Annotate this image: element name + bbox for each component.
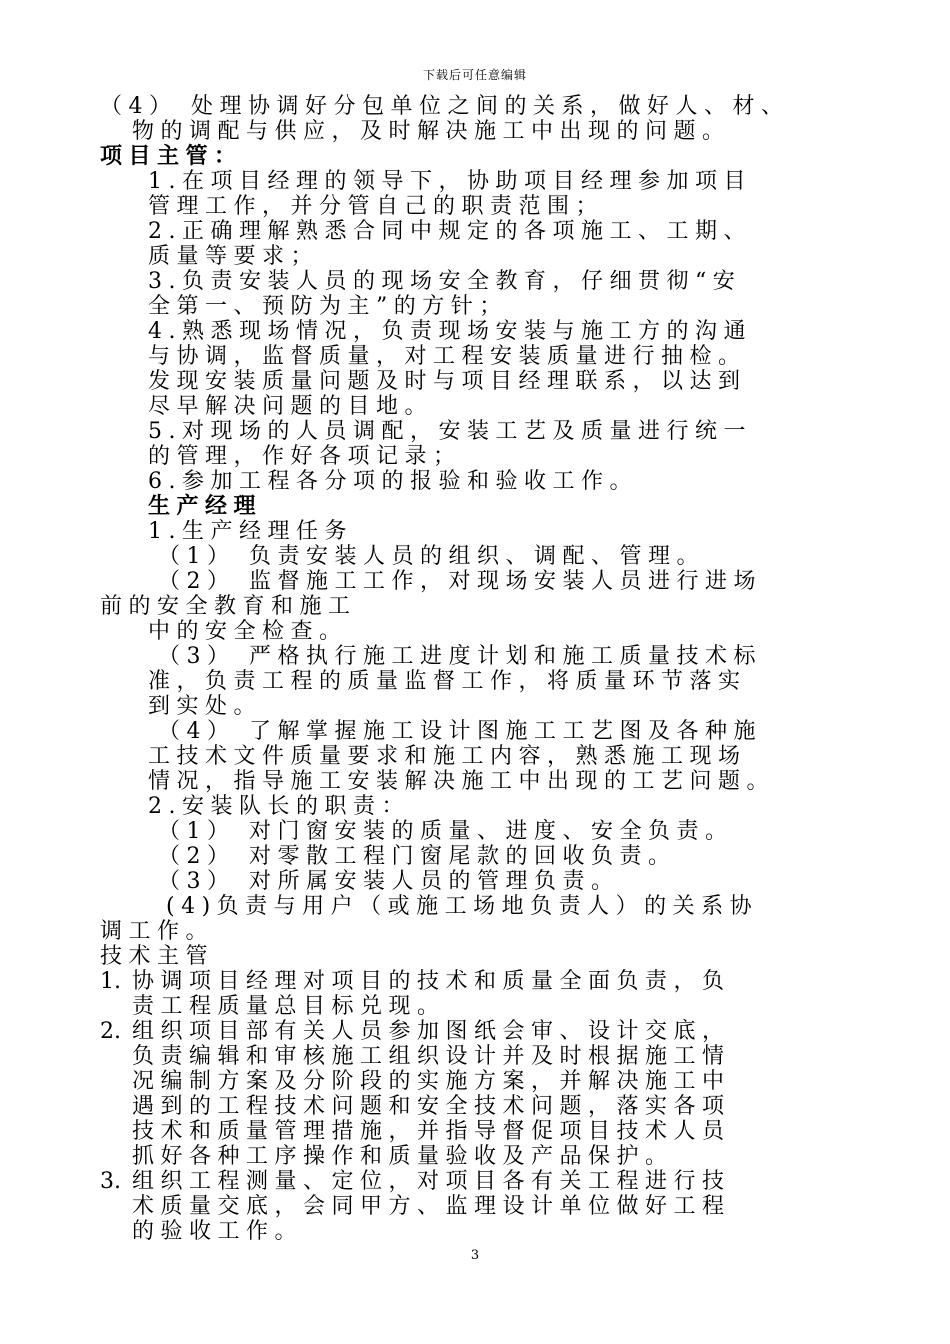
text-line: 况编制方案及分阶段的实施方案，并解决施工中	[132, 1069, 731, 1094]
text-line: 1.生产经理任务	[148, 519, 353, 544]
text-line: 抓好各种工序操作和质量验收及产品保护。	[132, 1144, 674, 1169]
text-line: 尽早解决问题的目地。	[148, 394, 434, 419]
text-line: （4） 了解掌握施工设计图施工工艺图及各种施	[158, 719, 762, 744]
list-number: 1.	[100, 969, 121, 994]
text-line: 3.负责安装人员的现场安全教育，仔细贯彻“安	[148, 269, 742, 294]
text-line: 术质量交底，会同甲方、监理设计单位做好工程	[132, 1194, 731, 1219]
text-line: (4)负责与用户（或施工场地负责人）的关系协	[166, 894, 759, 919]
text-line: 4.熟悉现场情况，负责现场安装与施工方的沟通	[148, 319, 752, 344]
list-text: 组织项目部有关人员参加图纸会审、设计交底，	[132, 1019, 731, 1044]
section-heading-technical-supervisor: 技术主管	[100, 944, 215, 969]
text-line: 与协调，监督质量，对工程安装质量进行抽检。	[148, 344, 747, 369]
text-line: （3） 对所属安装人员的管理负责。	[158, 869, 620, 894]
text-line: 工技术文件质量要求和施工内容，熟悉施工现场	[148, 744, 747, 769]
text-line: 的管理，作好各项记录；	[148, 444, 462, 469]
text-line: 物的调配与供应，及时解决施工中出现的问题。	[132, 119, 731, 144]
text-line: 准，负责工程的质量监督工作，将质量环节落实	[148, 669, 747, 694]
text-line: 发现安装质量问题及时与项目经理联系，以达到	[148, 369, 747, 394]
list-text: 组织工程测量、定位，对项目各有关工程进行技	[132, 1169, 731, 1194]
text-line: （2） 监督施工工作，对现场安装人员进行进场	[158, 569, 762, 594]
text-line: 的验收工作。	[132, 1219, 304, 1244]
text-line: 负责编辑和审核施工组织设计并及时根据施工情	[132, 1044, 731, 1069]
text-line: 到实处。	[148, 694, 263, 719]
text-line: 2.安装队长的职责：	[148, 794, 410, 819]
list-item-2	[100, 1019, 870, 1044]
section-heading-production-manager: 生产经理	[148, 493, 263, 519]
list-item-1	[100, 969, 870, 994]
list-number: 2.	[100, 1019, 121, 1044]
text-line: （4） 处理协调好分包单位之间的关系，做好人、材、	[100, 94, 790, 119]
list-item-3	[100, 1169, 870, 1194]
section-heading-project-supervisor: 项目主管：	[100, 143, 243, 169]
text-line: （1） 负责安装人员的组织、调配、管理。	[158, 544, 705, 569]
text-line: （1） 对门窗安装的质量、进度、安全负责。	[158, 819, 734, 844]
document-body	[100, 94, 870, 1244]
text-line: 遇到的工程技术问题和安全技术问题，落实各项	[132, 1094, 731, 1119]
text-line: 调工作。	[100, 919, 215, 944]
text-line: 情况，指导施工安装解决施工中出现的工艺问题。	[148, 769, 776, 794]
text-line: 技术和质量管理措施，并指导督促项目技术人员	[132, 1119, 731, 1144]
text-line: 6.参加工程各分项的报验和验收工作。	[148, 469, 638, 494]
text-line: 1.在项目经理的领导下，协助项目经理参加项目	[148, 169, 752, 194]
list-number: 3.	[100, 1169, 121, 1194]
text-line: 管理工作，并分管自己的职责范围；	[148, 194, 605, 219]
text-line: （3） 严格执行施工进度计划和施工质量技术标	[158, 644, 762, 669]
text-line: 前的安全教育和施工	[100, 594, 357, 619]
page-number: 3	[470, 1248, 480, 1263]
text-line: 责工程质量总目标兑现。	[132, 994, 446, 1019]
text-line: 质量等要求；	[148, 244, 320, 269]
text-line: （2） 对零散工程门窗尾款的回收负责。	[158, 844, 677, 869]
page-header: 下载后可任意编辑	[422, 68, 527, 82]
text-line: 5.对现场的人员调配，安装工艺及质量进行统一	[148, 419, 752, 444]
list-text: 协调项目经理对项目的技术和质量全面负责，负	[132, 969, 731, 994]
text-line: 2.正确理解熟悉合同中规定的各项施工、工期、	[148, 219, 752, 244]
text-line: 中的安全检查。	[148, 619, 348, 644]
text-line: 全第一、预防为主”的方针；	[148, 294, 508, 319]
